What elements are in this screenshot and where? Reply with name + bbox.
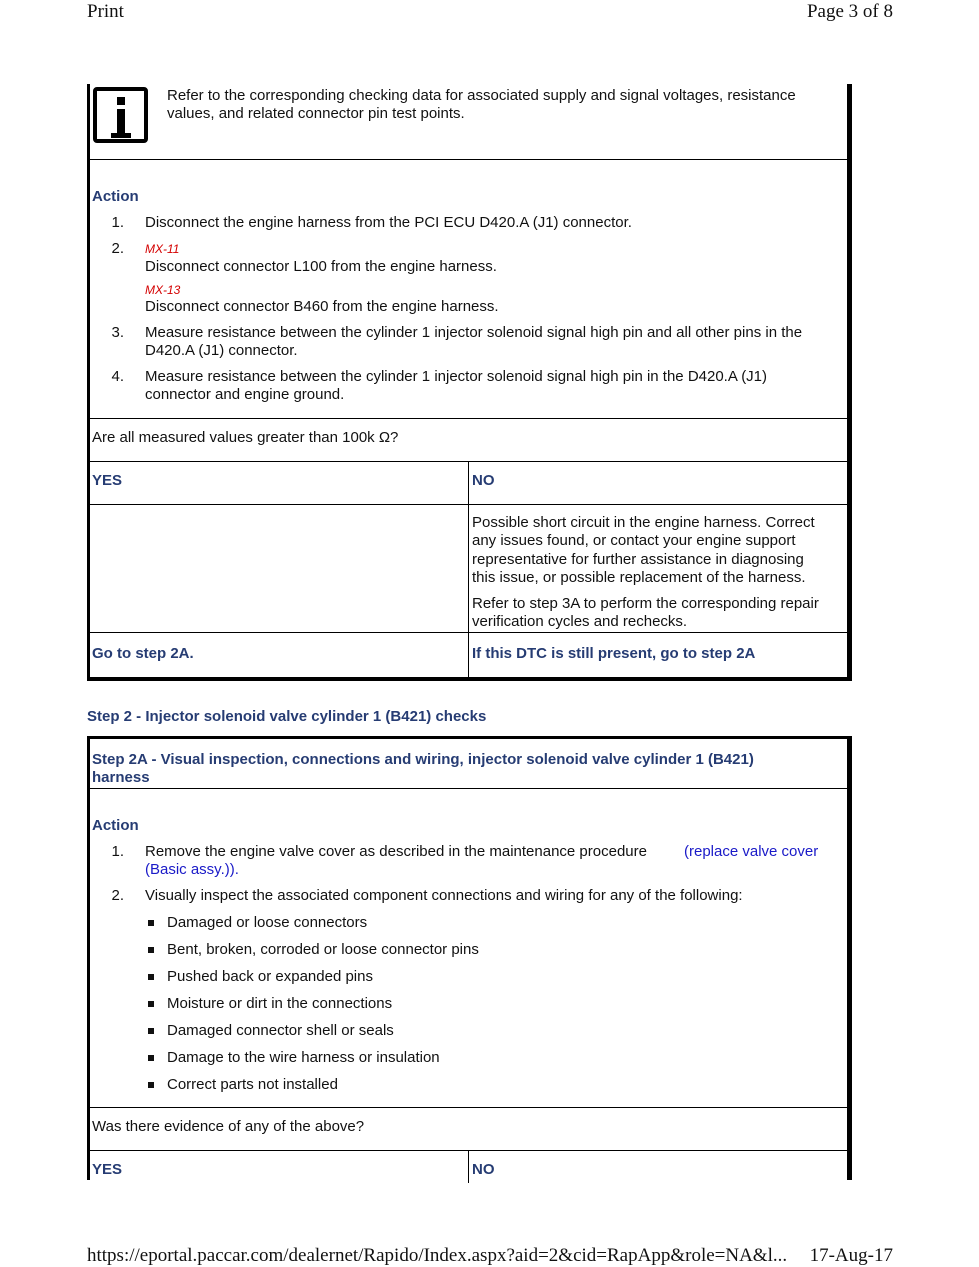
action-item-2a: Disconnect connector L100 from the engine harness. (145, 258, 497, 275)
action-row (90, 160, 847, 419)
page-number: Page 3 of 8 (806, 1, 893, 22)
no-outcome-line-5: Refer to step 3A to perform the corresponding repair (472, 595, 819, 612)
square-bullet-icon (148, 947, 154, 953)
inspection-bullet: Damaged or loose connectors (167, 914, 368, 931)
note-text-line-1: Refer to the corresponding checking data for associated supply and signal voltages, resistance (167, 87, 796, 104)
inspection-bullet: Damage to the wire harness or insulation (167, 1049, 440, 1066)
action-item-3-line-2: D420.A (J1) connector. (145, 342, 298, 359)
square-bullet-icon (148, 920, 154, 926)
square-bullet-icon (148, 1055, 154, 1061)
question-row (90, 419, 847, 462)
no-outcome-line-4: this issue, or possible replacement of the harness. (472, 569, 806, 586)
action-item-2b: Disconnect connector B460 from the engine harness. (145, 298, 499, 315)
goto-row (90, 633, 847, 681)
print-header: Print (87, 1, 124, 22)
inspection-bullet: Correct parts not installed (167, 1076, 338, 1093)
item-number: 2. (111, 887, 124, 904)
yes-label: YES (92, 1161, 123, 1178)
no-outcome-line-6: verification cycles and rechecks. (472, 613, 688, 630)
no-outcome-line-1: Possible short circuit in the engine harness. Correct (472, 514, 815, 531)
replace-valve-cover-link[interactable]: (replace valve cover (684, 843, 819, 860)
step-2a-title-line-2: harness (92, 769, 150, 786)
action-item-4-line-1: Measure resistance between the cylinder 1 injector solenoid signal high pin in the D420.A (J1) (145, 368, 768, 385)
action-label: Action (92, 188, 139, 205)
square-bullet-icon (148, 1001, 154, 1007)
no-outcome-line-2: any issues found, or contact your engine support (472, 532, 796, 549)
inspection-bullet: Bent, broken, corroded or loose connector pins (167, 941, 479, 958)
item-number: 2. (111, 240, 124, 257)
no-label: NO (472, 472, 495, 489)
outcome-row (90, 505, 847, 633)
action-row (90, 789, 847, 1108)
step-2a-title-line-1: Step 2A - Visual inspection, connections and wiring, injector solenoid valve cylinder 1 (B421) (92, 751, 754, 768)
footer-url: https://eportal.paccar.com/dealernet/Rapido/Index.aspx?aid=2&cid=RapApp&role=NA&l... (87, 1245, 788, 1266)
step-2a-procedure-table (87, 736, 852, 1180)
action-label: Action (92, 817, 139, 834)
footer-date: 17-Aug-17 (809, 1245, 893, 1266)
item-number: 4. (111, 368, 124, 385)
step-1-procedure-table (87, 84, 852, 681)
yes-no-header-row (90, 1151, 847, 1183)
engine-variant-label: MX-11 (145, 242, 180, 256)
no-outcome-line-3: representative for further assistance in diagnosing (472, 551, 804, 568)
item-number: 3. (111, 324, 124, 341)
step-2a-title-row (90, 739, 847, 789)
action-item-1: Disconnect the engine harness from the PCI ECU D420.A (J1) connector. (145, 214, 632, 231)
yes-label: YES (92, 472, 123, 489)
inspection-bullet: Moisture or dirt in the connections (167, 995, 393, 1012)
no-label: NO (472, 1161, 495, 1178)
action-item-2: Visually inspect the associated component connections and wiring for any of the following: (145, 887, 743, 904)
question-text: Are all measured values greater than 100k Ω? (92, 429, 399, 446)
info-note-row (90, 84, 847, 160)
info-icon (93, 87, 148, 143)
step-2-title: Step 2 - Injector solenoid valve cylinder 1 (B421) checks (87, 708, 487, 725)
inspection-bullet: Pushed back or expanded pins (167, 968, 373, 985)
inspection-bullet: Damaged connector shell or seals (167, 1022, 394, 1039)
action-item-4-line-2: connector and engine ground. (145, 386, 345, 403)
question-row (90, 1108, 847, 1151)
square-bullet-icon (148, 974, 154, 980)
item-number: 1. (111, 214, 124, 231)
action-item-1: Remove the engine valve cover as described in the maintenance procedure (145, 843, 647, 860)
item-number: 1. (111, 843, 124, 860)
question-text: Was there evidence of any of the above? (92, 1118, 365, 1135)
yes-no-header-row (90, 462, 847, 505)
square-bullet-icon (148, 1082, 154, 1088)
action-item-3-line-1: Measure resistance between the cylinder 1 injector solenoid signal high pin and all other pins in the (145, 324, 803, 341)
note-text-line-2: values, and related connector pin test points. (167, 105, 465, 122)
no-goto-link[interactable]: If this DTC is still present, go to step 2A (472, 645, 756, 662)
square-bullet-icon (148, 1028, 154, 1034)
engine-variant-label: MX-13 (145, 283, 181, 297)
replace-valve-cover-link[interactable]: (Basic assy.)). (145, 861, 239, 878)
yes-goto-link[interactable]: Go to step 2A. (92, 645, 194, 662)
